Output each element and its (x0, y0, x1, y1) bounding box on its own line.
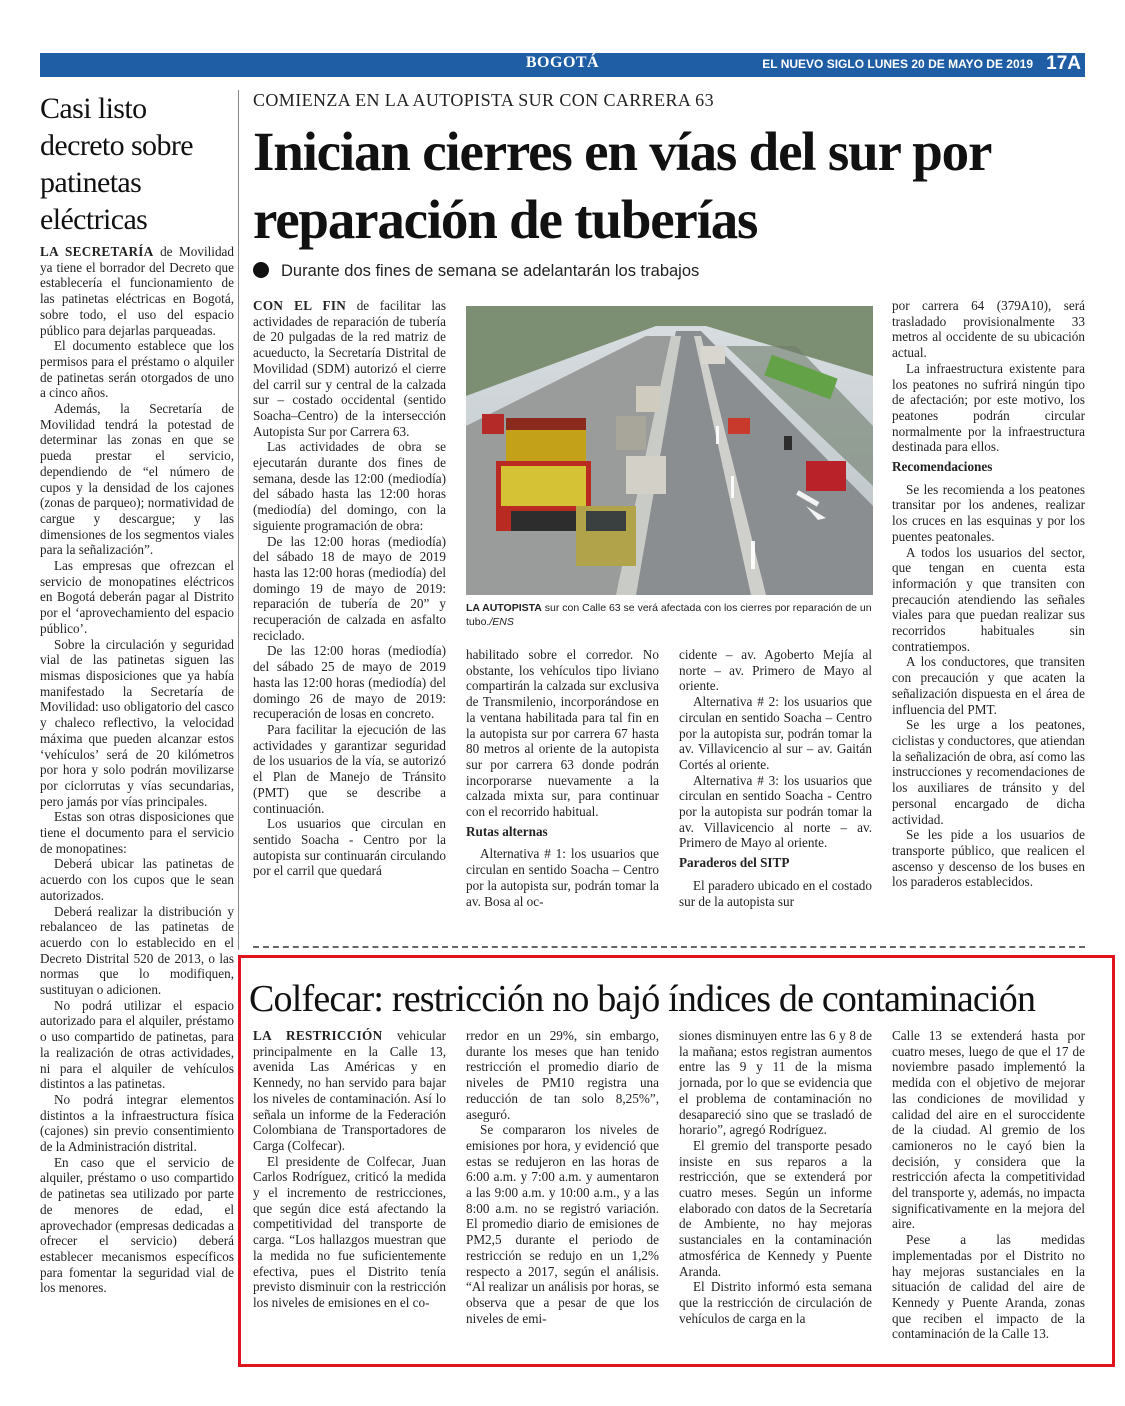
main-paragraph: Las actividades de obra se ejecutarán durante dos fines de semana, desde las 12:00 (mediodía) del sábado hasta las 12:00 horas (mediodía) del domingo, con la siguiente programación de obra: (253, 439, 446, 533)
main-paragraph: por carrera 64 (379A10), será trasladado provisionalmente 33 metros al occidente de su ubicación actual. (892, 298, 1085, 361)
article-kicker: COMIENZA EN LA AUTOPISTA SUR CON CARRERA 63 (253, 90, 714, 110)
box-paragraph: Pese a las medidas implementadas por el Distrito no hay mejoras sustanciales en la situación de calidad del aire de Kennedy y Puente Aranda, zonas que reciben el impacto de la contaminación de la Calle 13. (892, 1232, 1085, 1342)
section-divider (253, 946, 1085, 948)
sidebar-paragraph: Deberá ubicar las patinetas de acuerdo con los cupos que le sean autorizados. (40, 856, 234, 903)
main-paragraph: Para facilitar la ejecución de las actividades y garantizar seguridad de los usuarios de la vía, se autorizó el Plan de Manejo de Tránsito (PMT) que se describe a continuación. (253, 721, 446, 816)
main-paragraph: El paradero ubicado en el costado sur de la autopista sur (679, 877, 872, 909)
box-column-2 (466, 1028, 659, 1326)
main-column-4 (892, 298, 1085, 890)
sidebar-lead-in: LA SECRETARÍA (40, 244, 154, 259)
caption-lead: LA AUTOPISTA (466, 602, 542, 614)
box-paragraph: El gremio del transporte pesado insiste en sus reparos a la restricción, que se extenderá por cuatro meses. Según un informe elaborado con datos de la Secretaría de Ambiente, no hay mejoras sustanciales en la contaminación atmosférica de Kennedy y Puente Aranda. (679, 1137, 872, 1279)
main-paragraph: Alternativa # 1: los usuarios que circulan en sentido Soacha – Centro por la autopista sur, podrán tomar la av. Bosa al oc- (466, 846, 659, 909)
main-paragraph: CON EL FIN de facilitar las actividades de reparación de tubería de 20 pulgadas de la red matriz de acueducto, la Secretaría Distrital de Movilidad (SDM) autorizó el cierre del carril sur y central de la calzada sur – costado occidental (sentido Soacha–Centro) de la intersección Autopista Sur por Carrera 63. (253, 298, 446, 439)
column-divider (238, 90, 239, 950)
subheading-rutas-alternas: Rutas alternas (466, 823, 548, 839)
sidebar-paragraph: LA SECRETARÍA de Movilidad ya tiene el borrador del Decreto que establecería el funcionamiento de las patinetas eléctricas en Bogotá, sobre todo, el uso del espacio público para dejarlas parqueadas. (40, 244, 235, 338)
main-column-2 (466, 647, 659, 909)
sidebar-paragraph: Además, la Secretaría de Movilidad tendrá la potestad de determinar las zonas en que se pueda prestar el servicio, dependiendo de “el número de cupos y la densidad de los cajones (zonas de parqueo); normatividad de cargue y descargue; y las dimensiones de los segmentos viales para la señalización”. (40, 401, 234, 558)
main-lead-in: CON EL FIN (253, 298, 347, 313)
second-article-headline: Colfecar: restricción no bajó índices de contaminación (249, 978, 1036, 1020)
sidebar-headline: Casi listo decreto sobre patinetas eléctricas (40, 92, 193, 236)
main-column-3 (679, 647, 872, 909)
main-paragraph: La infraestructura existente para los peatones no sufrirá ningún tipo de afectación; por este motivo, los peatones podrán circular normalmente por la infraestructura destinada para ellos. (892, 360, 1085, 455)
box-column-3 (679, 1028, 872, 1326)
bullet-icon (253, 262, 269, 278)
box-column-1 (253, 1028, 446, 1311)
sidebar-paragraph: Estas son otras disposiciones que tiene el documento para el servicio de monopatines: (40, 809, 234, 856)
box-paragraph: Calle 13 se extenderá hasta por cuatro meses, luego de que el 17 de noviembre pasado implementó la medida con el objetivo de mejorar las condiciones de movilidad y calidad del aire en el suroccidente de la ciudad. Al gremio de los camioneros no le cayó bien la decisión, y considera que la restricción afecta la competitividad del transporte y, además, no impacta significativamente en la mejora del aire. (892, 1028, 1085, 1232)
main-paragraph: De las 12:00 horas (mediodía) del sábado 18 de mayo de 2019 hasta las 12:00 horas (mediodía) del domingo 19 de mayo de 2019: reparación de tubería de 20” y recuperación de calzada en asfalto reciclado. (253, 533, 446, 643)
sidebar-article-body (40, 244, 234, 1296)
photo-caption (466, 601, 873, 629)
box-paragraph: LA RESTRICCIÓN vehicular principalmente en la Calle 13, avenida Las Américas y en Kennedy, no han servido para bajar los niveles de contaminación. Así lo señala un informe de la Federación Colombiana de Transportadores de Carga (Colfecar). (253, 1028, 447, 1153)
page-number: 17A (1046, 53, 1081, 74)
subheading-recomendaciones: Recomendaciones (892, 459, 993, 475)
article-headline: Inician cierres en vías del sur por reparación de tuberías (253, 121, 991, 250)
sidebar-paragraph: Deberá realizar la distribución y rebalanceo de las patinetas de acuerdo con lo establecido en el Decreto Distrital 520 de 2013, o las normas que lo modifiquen, sustituyan o adicionen. (40, 903, 234, 998)
sidebar-paragraph: En caso que el servicio de alquiler, préstamo o uso compartido de patinetas sea utilizado por parte de menores de edad, el aprovechador (empresas dedicadas a ofrecer el servicio) deberá establecer mecanismos específicos para fomentar la seguridad vial de los menores. (40, 1154, 234, 1296)
main-paragraph: Se les recomienda a los peatones transitar por los andenes, realizar los cruces en las esquinas y por los puentes peatonales. (892, 481, 1085, 544)
highway-photo (466, 306, 873, 595)
photo-credit: /ENS (489, 616, 514, 628)
main-paragraph: Se les urge a los peatones, ciclistas y conductores, que atiendan la señalización de obra, así como las instrucciones y recomendaciones de los auxiliares de tránsito y del personal encargado de dicha actividad. (892, 717, 1085, 827)
box-column-4 (892, 1028, 1085, 1342)
sidebar-paragraph: No podrá utilizar el espacio autorizado para el alquiler, préstamo o uso compartido de patinetas, para la realización de otras actividades, ni para el alquiler de vehículos distintos a las patinetas. (40, 997, 234, 1092)
caption-text: sur con Calle 63 se verá afectada con los cierres por reparación de un tubo. (466, 602, 872, 628)
sidebar-paragraph: No podrá integrar elementos distintos a la infraestructura física (cajones) sin previo consentimiento de la Administración distrital. (40, 1091, 234, 1155)
main-paragraph: De las 12:00 horas (mediodía) del sábado 25 de mayo de 2019 hasta las 12:00 horas (mediodía) del domingo 26 de mayo de 2019: recuperación de losas en concreto. (253, 643, 446, 722)
box-paragraph: rredor en un 29%, sin embargo, durante los meses que han tenido restricción el promedio diario de niveles de PM10 registra una reducción de tan solo 8,25%”, aseguró. (466, 1028, 659, 1122)
main-paragraph: Alternativa # 3: los usuarios que circulan en sentido Soacha - Centro por la autopista sur podrán tomar la av. Villavicencio al norte – av. Primero de Mayo al oriente. (679, 772, 872, 851)
sidebar-paragraph: El documento establece que los permisos para el préstamo o alquiler de patinetas serán otorgados de uno a cinco años. (40, 338, 234, 401)
sidebar-paragraph: Las empresas que ofrezcan el servicio de monopatines eléctricos en Bogotá deberán pagar al Distrito por el ‘aprovechamiento del espacio público’. (40, 558, 234, 636)
main-paragraph: cidente – av. Agoberto Mejía al norte – av. Primero de Mayo al oriente. (679, 647, 872, 694)
subheading-paraderos: Paraderos del SITP (679, 855, 790, 871)
main-paragraph: A todos los usuarios del sector, que tengan en cuenta esta información y que transiten con precaución atendiendo las señales viales para que puedan realizar sus recorridos habituales sin contratiempos. (892, 544, 1085, 654)
main-paragraph: Alternativa # 2: los usuarios que circulan en sentido Soacha – Centro por la autopista sur, podrán tomar la av. Villavicencio al sur – av. Gaitán Cortés al oriente. (679, 694, 872, 772)
box-paragraph: Se compararon los niveles de emisiones por hora, y evidenció que estas se redujeron en las horas de 6:00 a.m. y 7:00 a.m. y aumentaron a las 9:00 a.m. y 10:00 a.m., y a las 8:00 a.m. no se registró variación. El promedio diario de emisiones de PM2,5 durante el periodo de restricción se redujo en un 1,2% respecto a 2017, según el análisis. “Al realizar un análisis por horas, se observa que a pesar de que los niveles de emi- (466, 1122, 659, 1326)
main-paragraph: Se les pide a los usuarios de transporte público, que realicen el ascenso y descenso de los buses en los paraderos establecidos. (892, 827, 1085, 890)
section-header-band (40, 53, 1085, 77)
deck-text: Durante dos fines de semana se adelantarán los trabajos (281, 262, 700, 280)
main-paragraph: Los usuarios que circulan en sentido Soacha - Centro por la autopista sur continuarán circulando por el carril que quedará (253, 816, 446, 879)
sidebar-paragraph: Sobre la circulación y seguridad vial de las patinetas siguen las mismas disposiciones que ya había manifestado la Secretaría de Movilidad: uso obligatorio del casco y chaleco reflectivo, la velocidad máxima que pueden alcanzar estos ‘vehículos’ será de 20 kilómetros por hora y solo podrán movilizarse por ciclorrutas y vías secundarias, pero jamás por vías principales. (40, 636, 234, 809)
box-paragraph: El Distrito informó esta semana que la restricción de circulación de vehículos de carga en la (679, 1279, 872, 1326)
main-column-1 (253, 298, 446, 879)
box-paragraph: El presidente de Colfecar, Juan Carlos Rodríguez, criticó la medida y el incremento de restricciones, que según dice está afectando la competitividad del transporte de carga. “Los hallazgos muestran que la medida no fue suficientemente efectiva, pues el Distrito tenía previsto disminuir con la restricción los niveles de emisiones en el co- (253, 1153, 446, 1310)
article-deck (253, 262, 699, 281)
box-paragraph: siones disminuyen entre las 6 y 8 de la mañana; estos registran aumentos entre las 9 y 11 de la misma jornada, por lo que se evidencia que el problema de contaminación no desapareció sino que se trasladó de horario”, agregó Rodríguez. (679, 1028, 872, 1138)
main-paragraph: habilitado sobre el corredor. No obstante, los vehículos tipo liviano compartirán la calzada sur exclusiva de Transmilenio, incorporándose en la ventana habilitada para tal fin en la autopista sur por carrera 67 hasta 80 metros al oriente de la autopista sur por carrera 63 donde podrán incorporarse nuevamente a la calzada mixta sur, para continuar con el recorrido habitual. (466, 647, 659, 820)
section-name: BOGOTÁ (525, 54, 600, 71)
box-lead-in: LA RESTRICCIÓN (253, 1028, 383, 1043)
folio-line: EL NUEVO SIGLO LUNES 20 DE MAYO DE 2019 (762, 57, 1033, 71)
main-paragraph: A los conductores, que transiten con precaución y que acaten la señalización dispuesta en el área de influencia del PMT. (892, 654, 1085, 717)
